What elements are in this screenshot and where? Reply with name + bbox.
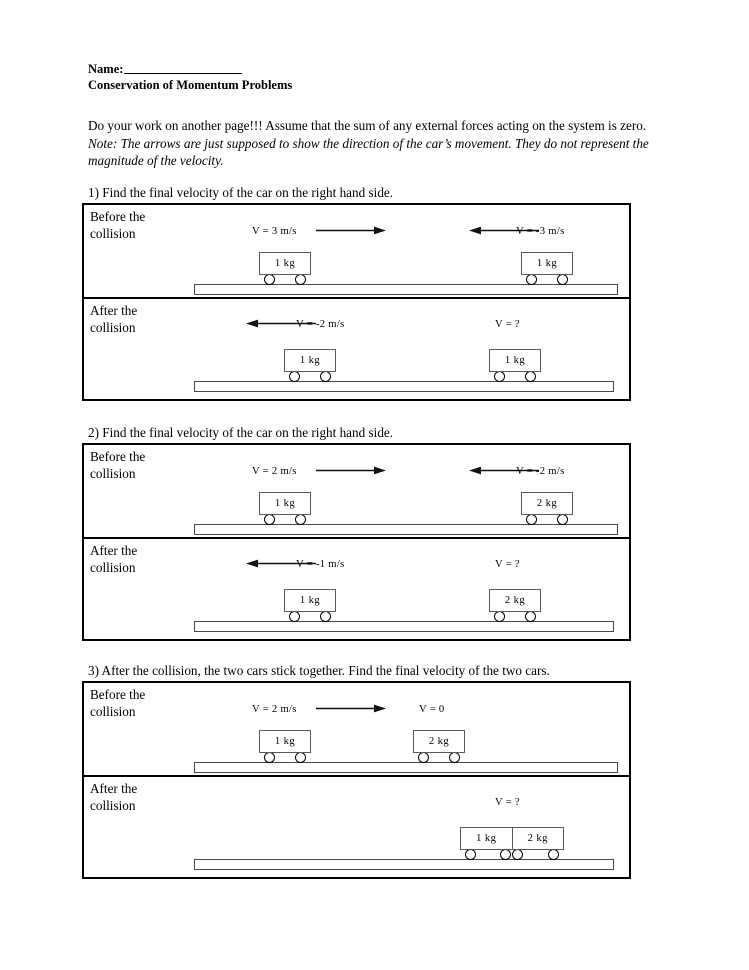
velocity-label-left: V = -1 m/s: [296, 559, 345, 570]
instructions-plain: Do your work on another page!!! Assume that the sum of any external forces acting on the system is zero.: [88, 118, 647, 133]
cart-mass-label: 1 kg: [274, 736, 296, 747]
velocity-label-right: V = ?: [495, 559, 520, 570]
wheel-4-icon: [548, 849, 559, 860]
wheel-1-icon: [465, 849, 476, 860]
name-blank-field[interactable]: [124, 62, 242, 74]
cart-left: [284, 589, 336, 622]
wheel-front-icon: [264, 514, 275, 525]
problem-1-panel: [82, 203, 631, 401]
wheel-rear-icon: [320, 371, 331, 382]
arrow-right-icon: [316, 704, 386, 713]
velocity-label-joined: V = ?: [495, 797, 520, 808]
name-line: [88, 62, 648, 77]
problem-2-question: 2) Find the final velocity of the car on the right hand side.: [88, 425, 394, 440]
row-label-after: After the collision: [90, 543, 138, 575]
velocity-label-left: V = -2 m/s: [296, 319, 345, 330]
velocity-label-left: V = 2 m/s: [252, 704, 297, 715]
problem-3-question: 3) After the collision, the two cars stick together. Find the final velocity of the two cars.: [88, 663, 550, 678]
cart-mass-label: 1 kg: [299, 355, 321, 366]
cart-left: [284, 349, 336, 382]
velocity-label-right: V = -3 m/s: [516, 226, 565, 237]
problem-3-before-row: [84, 683, 629, 775]
track: [194, 284, 618, 295]
problem-2-before-row: [84, 445, 629, 537]
cart-mass-label: 1 kg: [274, 498, 296, 509]
problem-3: [82, 663, 631, 879]
cart-right: [489, 349, 541, 382]
track: [194, 859, 614, 870]
row-label-before: Before the collision: [90, 209, 146, 241]
cart-body: [521, 492, 573, 515]
cart-mass-label: 1 kg: [274, 258, 296, 269]
wheel-rear-icon: [557, 514, 568, 525]
page-title: Conservation of Momentum Problems: [88, 78, 293, 92]
wheel-front-icon: [526, 274, 537, 285]
cart-body-joined: [460, 827, 564, 850]
cart-mass-label: 1 kg: [299, 595, 321, 606]
wheel-front-icon: [494, 611, 505, 622]
cart-body: [489, 349, 541, 372]
cart-left: [259, 492, 311, 525]
problem-1-after-row: [84, 297, 629, 399]
cart-body: [413, 730, 465, 753]
wheel-front-icon: [526, 514, 537, 525]
wheel-front-icon: [494, 371, 505, 382]
problem-2: [82, 425, 631, 641]
cart-mass-label-left: 1 kg: [476, 833, 497, 844]
velocity-label-right: V = ?: [495, 319, 520, 330]
problem-1: [82, 185, 631, 401]
wheel-rear-icon: [449, 752, 460, 763]
worksheet-header: [88, 62, 648, 93]
instructions-note: Note: The arrows are just supposed to show the direction of the car’s movement. They do not represent the magnitude of the velocity.: [88, 135, 649, 169]
cart-mass-label-right: 2 kg: [527, 833, 548, 844]
cart-left: [259, 730, 311, 763]
wheel-rear-icon: [295, 514, 306, 525]
wheel-rear-icon: [557, 274, 568, 285]
cart-left: [259, 252, 311, 285]
arrow-right-icon: [316, 226, 386, 235]
cart-body: [284, 349, 336, 372]
cart-mass-label: 2 kg: [536, 498, 558, 509]
velocity-label-left: V = 2 m/s: [252, 466, 297, 477]
track: [194, 524, 618, 535]
wheel-rear-icon: [525, 611, 536, 622]
velocity-label-right: V = 0: [419, 704, 445, 715]
wheel-front-icon: [289, 371, 300, 382]
arrow-right-icon: [316, 466, 386, 475]
track: [194, 762, 618, 773]
problem-2-panel: [82, 443, 631, 641]
cart-body: [259, 730, 311, 753]
cart-mass-label: 2 kg: [504, 595, 526, 606]
wheel-front-icon: [264, 274, 275, 285]
cart-mass-label: 1 kg: [536, 258, 558, 269]
cart-cell-left: [461, 828, 512, 849]
cart-body: [259, 252, 311, 275]
cart-right: [521, 492, 573, 525]
wheel-front-icon: [418, 752, 429, 763]
problem-3-panel: [82, 681, 631, 879]
wheel-3-icon: [512, 849, 523, 860]
cart-right: [413, 730, 465, 763]
wheel-rear-icon: [295, 274, 306, 285]
cart-mass-label: 1 kg: [504, 355, 526, 366]
name-label: Name:: [88, 62, 124, 76]
track: [194, 381, 614, 392]
cart-body: [259, 492, 311, 515]
row-label-before: Before the collision: [90, 687, 146, 719]
problem-3-after-row: [84, 775, 629, 877]
cart-body: [284, 589, 336, 612]
track: [194, 621, 614, 632]
problem-1-question: 1) Find the final velocity of the car on the right hand side.: [88, 185, 394, 200]
row-label-before: Before the collision: [90, 449, 146, 481]
cart-cell-right: [512, 828, 564, 849]
velocity-label-left: V = 3 m/s: [252, 226, 297, 237]
cart-right: [521, 252, 573, 285]
cart-right: [489, 589, 541, 622]
problem-1-before-row: [84, 205, 629, 297]
wheel-rear-icon: [525, 371, 536, 382]
cart-joined-pair: [460, 827, 564, 860]
cart-body: [489, 589, 541, 612]
wheel-rear-icon: [320, 611, 331, 622]
cart-mass-label: 2 kg: [428, 736, 450, 747]
wheel-2-icon: [500, 849, 511, 860]
row-label-after: After the collision: [90, 781, 138, 813]
instructions-paragraph: [88, 117, 654, 170]
wheel-front-icon: [289, 611, 300, 622]
cart-body: [521, 252, 573, 275]
problem-2-after-row: [84, 537, 629, 639]
velocity-label-right: V = -2 m/s: [516, 466, 565, 477]
row-label-after: After the collision: [90, 303, 138, 335]
wheel-front-icon: [264, 752, 275, 763]
wheel-rear-icon: [295, 752, 306, 763]
